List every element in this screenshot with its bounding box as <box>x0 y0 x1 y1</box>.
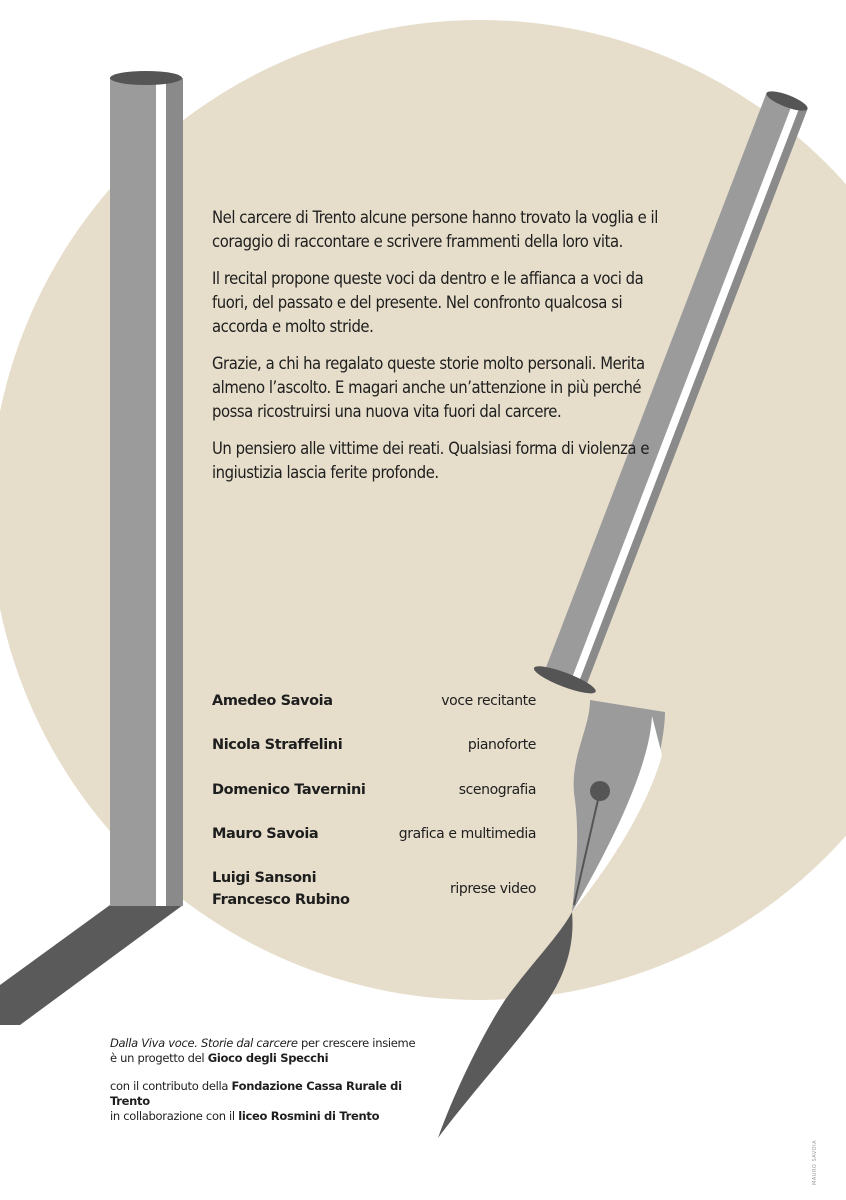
intro-paragraph-4: Un pensiero alle vittime dei reati. Qualsiasi forma di violenza e ingiustizia lascia ferite profonde. <box>212 439 650 482</box>
contribution-prefix: con il contributo della <box>110 1079 232 1093</box>
credit-name: Mauro Savoia <box>212 826 319 842</box>
credit-name: Domenico Tavernini <box>212 782 366 798</box>
credit-name: Luigi Sansoni <box>212 870 317 886</box>
credit-name-group <box>212 867 350 911</box>
credits-list <box>212 690 536 911</box>
credit-name: Francesco Rubino <box>212 892 350 908</box>
intro-paragraph-1: Nel carcere di Trento alcune persone hanno trovato la voglia e il coraggio di raccontare e scrivere frammenti della loro vita. <box>212 208 658 251</box>
left-pen-barrel <box>110 71 183 906</box>
intro-text <box>212 206 682 498</box>
left-pen-shadow <box>0 905 183 1025</box>
credit-role: riprese video <box>450 881 536 897</box>
credit-row <box>212 823 536 867</box>
credit-role: pianoforte <box>467 737 536 753</box>
project-line <box>110 1036 430 1066</box>
support-line <box>110 1079 430 1124</box>
credit-role: scenografia <box>458 782 536 798</box>
credit-name: Nicola Straffelini <box>212 737 343 753</box>
credit-role: grafica e multimedia <box>398 826 536 842</box>
project-organization: Gioco degli Specchi <box>207 1051 329 1065</box>
intro-paragraph-2: Il recital propone queste voci da dentro e le affianca a voci da fuori, del passato e del presente. Nel confronto qualcosa si accorda e molto stride. <box>212 269 644 336</box>
credit-role: voce recitante <box>441 693 536 709</box>
footer-credits <box>110 1036 430 1137</box>
credit-row <box>212 779 536 823</box>
project-prefix: è un progetto del <box>110 1051 208 1065</box>
project-title: Dalla Viva voce. Storie dal carcere <box>110 1036 298 1050</box>
project-title-rest: per crescere insieme <box>297 1036 416 1050</box>
collaboration-organization: liceo Rosmini di Trento <box>238 1109 380 1123</box>
designer-signature: MAURO SAVOIA <box>812 1140 818 1185</box>
credit-row <box>212 690 536 734</box>
collaboration-prefix: in collaborazione con il <box>110 1109 239 1123</box>
contribution-organization: Fondazione Cassa Rurale di Trento <box>110 1079 402 1108</box>
credit-row <box>212 734 536 779</box>
credit-row <box>212 867 536 911</box>
credit-name: Amedeo Savoia <box>212 693 333 709</box>
intro-paragraph-3: Grazie, a chi ha regalato queste storie molto personali. Merita almeno l’ascolto. E magari anche un’attenzione in più perché possa ricostruirsi una nuova vita fuori dal carcere. <box>212 354 645 421</box>
